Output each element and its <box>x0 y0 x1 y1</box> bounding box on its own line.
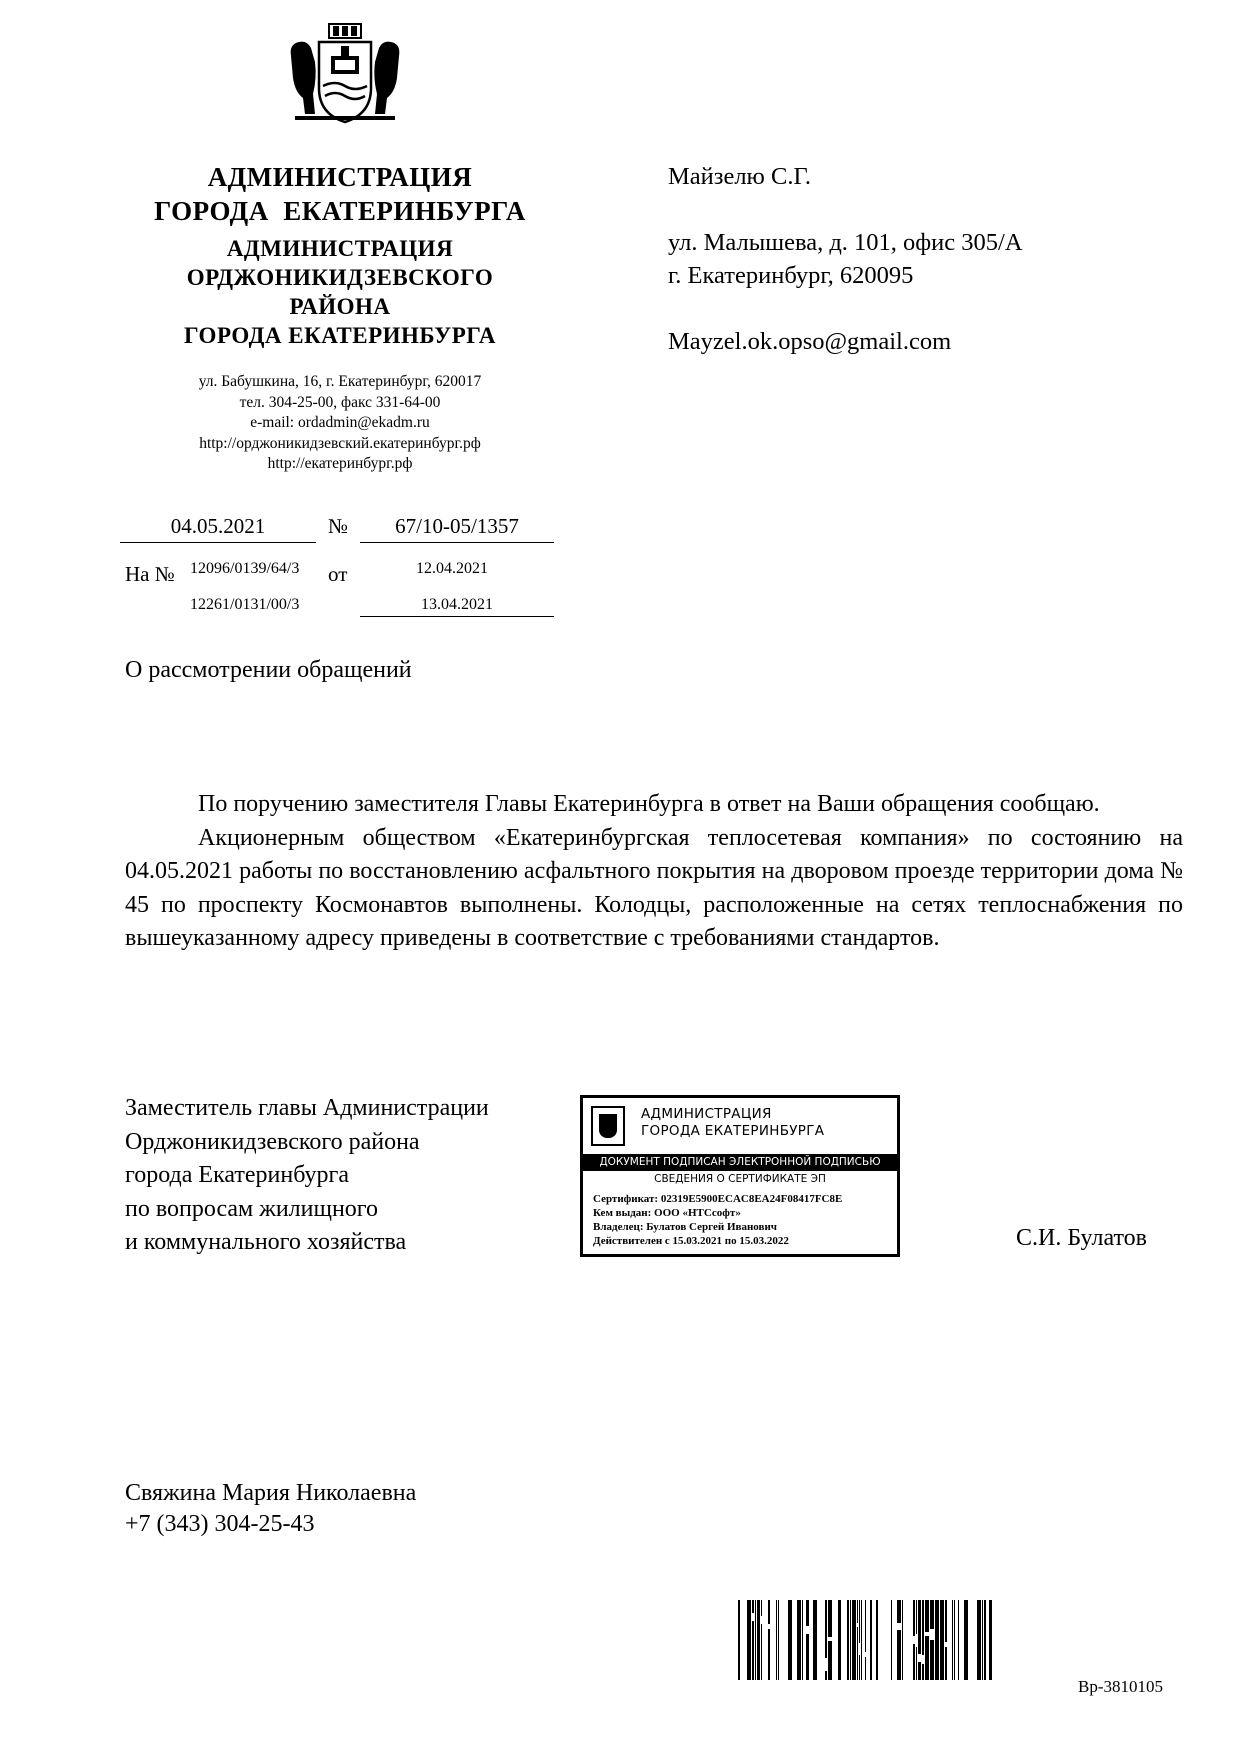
signer-name: С.И. Булатов <box>1016 1225 1147 1251</box>
org-title-line2: ГОРОДА ЕКАТЕРИНБУРГА <box>154 196 526 226</box>
stamp-org-line2: ГОРОДА ЕКАТЕРИНБУРГА <box>641 1123 825 1139</box>
addressee-email: Mayzel.ok.opso@gmail.com <box>668 328 952 355</box>
signer-position-line: Заместитель главы Администрации <box>125 1095 489 1121</box>
executor-phone: +7 (343) 304-25-43 <box>125 1511 315 1537</box>
org-site-district: http://орджоникидзевский.екатеринбург.рф <box>199 434 481 452</box>
sub-org-line4: ГОРОДА ЕКАТЕРИНБУРГА <box>184 323 496 348</box>
signer-position-line: и коммунального хозяйства <box>125 1229 407 1255</box>
org-address: ул. Бабушкина, 16, г. Екатеринбург, 620017 <box>198 373 482 390</box>
stamp-validity: Действителен с 15.03.2021 по 15.03.2022 <box>593 1235 789 1247</box>
body-paragraph: По поручению заместителя Главы Екатеринбурга в ответ на Ваши обращения сообщаю. <box>198 791 1100 817</box>
body-paragraph: Акционерным обществом «Екатеринбургская теплосетевая компания» по состоянию на 04.05.2021 работы по восстановлению асфальтного покрытия на дворовом проезде территории дома № 45 по проспекту Космонавтов выполнены. Колодцы, расположенные на сетях теплоснабжения по вышеуказанному адресу приведены в соответствие с требованиями стандартов. <box>125 824 1183 951</box>
reference-date-2: 13.04.2021 <box>360 596 554 617</box>
signer-position <box>125 1092 489 1260</box>
reference-number-2: 12261/0131/00/3 <box>190 596 300 613</box>
stamp-certificate: Сертификат: 02319E5900ECAC8EA24F08417FC8E <box>593 1193 843 1205</box>
signer-position-line: по вопросам жилищного <box>125 1195 379 1222</box>
stamp-issuer: Кем выдан: ООО «НТСсофт» <box>593 1207 741 1219</box>
addressee-street: ул. Малышева, д. 101, офис 305/А <box>668 229 1023 256</box>
org-site-city: http://екатеринбург.рф <box>267 455 413 472</box>
org-email: e-mail: ordadmin@ekadm.ru <box>250 414 430 431</box>
electronic-signature-stamp <box>580 1095 900 1257</box>
addressee-city: г. Екатеринбург, 620095 <box>668 262 914 289</box>
letter-body <box>125 788 1183 956</box>
org-title-line1: АДМИНИСТРАЦИЯ <box>207 162 473 192</box>
stamp-org-line1: АДМИНИСТРАЦИЯ <box>641 1106 772 1122</box>
reference-from-label: от <box>328 562 348 586</box>
signer-position-line: города Екатеринбурга <box>125 1162 350 1188</box>
addressee-block <box>668 160 1208 358</box>
signer-position-line: Орджоникидзевского района <box>125 1128 420 1155</box>
coat-of-arms-icon <box>285 22 405 126</box>
outgoing-date: 04.05.2021 <box>120 514 316 543</box>
executor-name: Свяжина Мария Николаевна <box>125 1480 417 1506</box>
stamp-band: ДОКУМЕНТ ПОДПИСАН ЭЛЕКТРОННОЙ ПОДПИСЬЮ <box>583 1154 897 1171</box>
org-contacts <box>120 372 560 475</box>
stamp-subtitle: СВЕДЕНИЯ О СЕРТИФИКАТЕ ЭП <box>654 1173 826 1185</box>
stamp-logo-icon <box>591 1106 625 1146</box>
addressee-name: Майзелю С.Г. <box>668 163 811 190</box>
barcode-icon <box>738 1600 998 1680</box>
reference-number-1: 12096/0139/64/3 <box>190 560 300 577</box>
organization-header <box>120 160 560 475</box>
reference-label: На № <box>125 562 175 586</box>
stamp-org-name <box>641 1106 824 1140</box>
stamp-header <box>583 1098 897 1154</box>
letter-subject: О рассмотрении обращений <box>125 657 412 683</box>
sub-org-line3: РАЙОНА <box>289 294 391 319</box>
reference-date-1: 12.04.2021 <box>416 560 488 577</box>
sub-org-line1: АДМИНИСТРАЦИЯ <box>226 236 454 261</box>
outgoing-number: 67/10-05/1357 <box>360 514 554 543</box>
org-phone: тел. 304-25-00, факс 331-64-00 <box>239 393 441 411</box>
sub-org-line2: ОРДЖОНИКИДЗЕВСКОГО <box>186 265 494 290</box>
sub-org-title <box>120 234 560 350</box>
stamp-details <box>593 1192 893 1248</box>
document-code: Вр-3810105 <box>1078 1677 1163 1696</box>
number-sign: № <box>328 514 349 538</box>
executor-block <box>125 1478 416 1540</box>
stamp-owner: Владелец: Булатов Сергей Иванович <box>593 1221 777 1233</box>
